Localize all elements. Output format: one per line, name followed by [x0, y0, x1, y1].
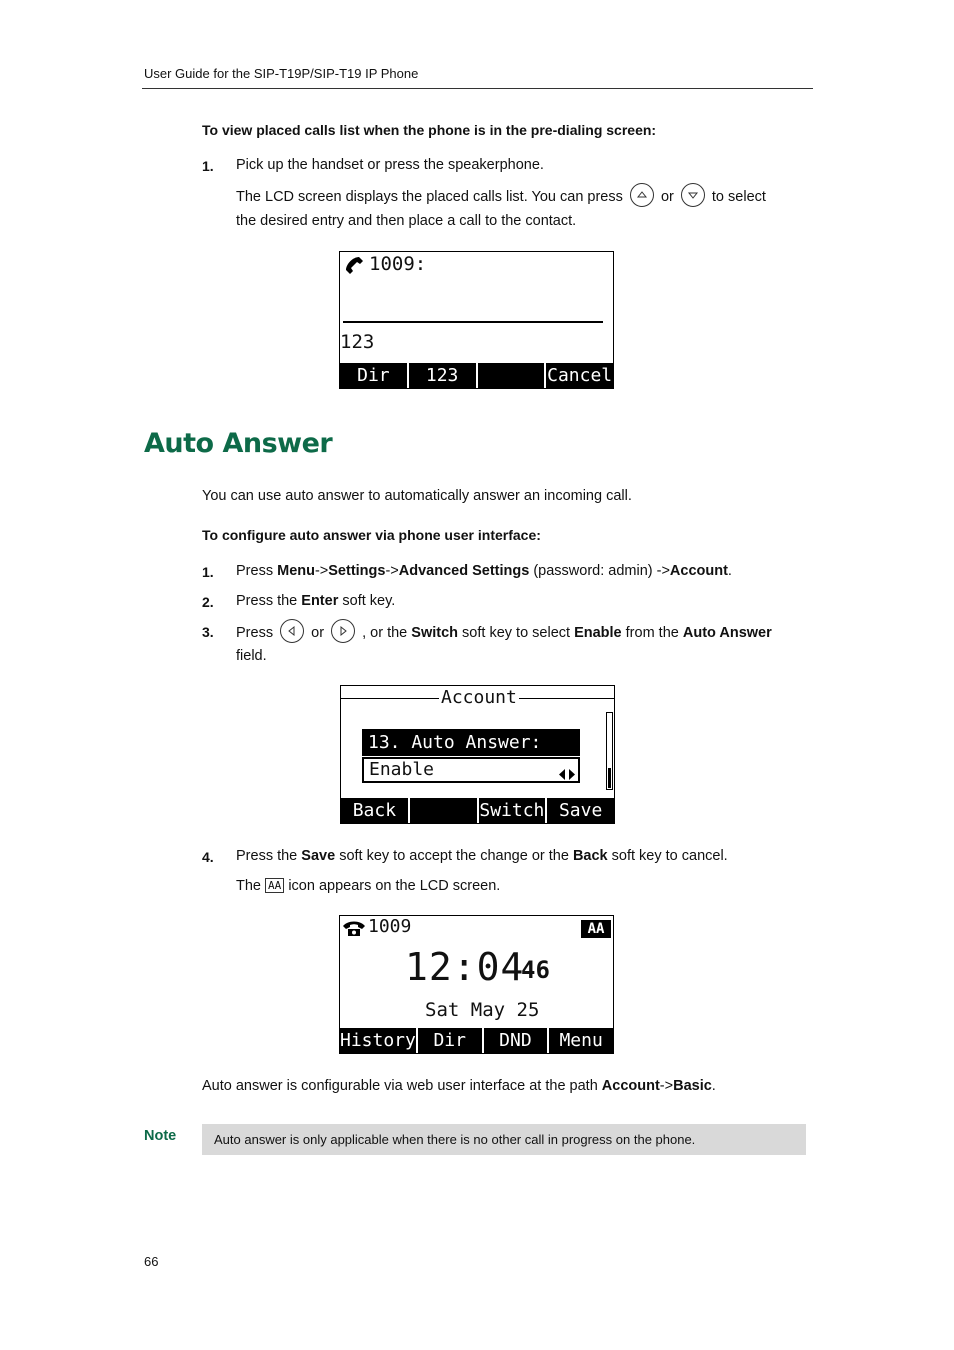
softkey-dnd[interactable]: DND: [482, 1028, 548, 1053]
text: soft key to select: [462, 624, 571, 641]
placed-calls-heading: To view placed calls list when the phone is in the pre-dialing screen:: [202, 122, 657, 138]
up-key-icon: [630, 183, 654, 207]
softkey-cancel[interactable]: Cancel: [544, 363, 613, 388]
lcd-placed-calls: [339, 251, 614, 389]
line-label: 1009:: [369, 253, 427, 275]
dialed-number: 123: [340, 331, 375, 353]
selected-item-label[interactable]: 13. Auto Answer:: [362, 729, 580, 756]
step-number: 1.: [202, 564, 214, 580]
intro-text: You can use auto answer to automatically answer an incoming call.: [202, 488, 632, 504]
web-config-text: [202, 1076, 716, 1096]
step-text: [236, 561, 732, 581]
text: Press the: [236, 848, 298, 864]
header-rule: [142, 88, 813, 89]
keyword-enter: Enter: [301, 593, 339, 609]
text: .: [727, 563, 732, 579]
keyword-basic: Basic: [673, 1078, 712, 1094]
text: ->: [659, 1078, 674, 1094]
softkey-history[interactable]: History: [340, 1030, 416, 1051]
value-field[interactable]: [362, 757, 580, 783]
softkey-empty[interactable]: [408, 798, 477, 823]
step-text: [236, 621, 772, 645]
step-number: 1.: [202, 158, 214, 174]
text: from the: [625, 624, 679, 641]
keyword-auto-answer: Auto Answer: [682, 624, 772, 641]
text: Auto answer is configurable via web user interface at the path: [202, 1078, 598, 1094]
softkey-123[interactable]: 123: [407, 363, 476, 388]
step-text-continued: field.: [236, 648, 267, 664]
text: soft key to cancel.: [611, 848, 728, 864]
keyword-account: Account: [601, 1078, 660, 1094]
or-text: or: [311, 624, 325, 641]
step-detail-continued: the desired entry and then place a call to the contact.: [236, 213, 577, 229]
keyword-advanced-settings: Advanced Settings: [398, 563, 530, 579]
softkey-bar: [341, 798, 614, 823]
step-detail: [236, 876, 500, 896]
text: Press the: [236, 593, 298, 609]
step-text: [236, 591, 395, 611]
line-number: 1009: [368, 916, 412, 937]
text: ->: [385, 563, 399, 579]
auto-answer-badge: AA: [581, 920, 611, 938]
page-number: 66: [144, 1254, 159, 1269]
text: (password: admin) ->: [533, 563, 670, 579]
lcd-account-settings: [340, 685, 615, 824]
clock-time: 12:04: [405, 945, 525, 989]
keyword-save: Save: [301, 848, 336, 864]
scrollbar-thumb[interactable]: [608, 768, 611, 788]
step-text: [236, 846, 728, 866]
left-key-icon: [280, 619, 304, 643]
keyword-back: Back: [572, 848, 608, 864]
keyword-settings: Settings: [328, 563, 386, 579]
softkey-dir[interactable]: Dir: [416, 1028, 482, 1053]
field-value: Enable: [369, 759, 435, 780]
config-heading: To configure auto answer via phone user interface:: [202, 527, 541, 543]
text: icon appears on the LCD screen.: [288, 878, 501, 894]
step-detail: [236, 185, 766, 209]
step-detail-text: to select: [711, 188, 766, 205]
text: .: [711, 1078, 716, 1094]
scrollbar[interactable]: [606, 712, 613, 790]
handset-icon: [344, 256, 364, 280]
phone-icon: [342, 920, 366, 941]
text: Press: [236, 624, 274, 641]
softkey-empty[interactable]: [476, 363, 545, 388]
step-detail-text: The LCD screen displays the placed calls list. You can press: [236, 188, 623, 205]
keyword-switch: Switch: [411, 624, 459, 641]
down-key-icon: [681, 183, 705, 207]
softkey-back[interactable]: Back: [352, 800, 397, 821]
softkey-switch[interactable]: Switch: [477, 798, 546, 823]
lcd-idle-screen: [339, 915, 614, 1054]
input-underline: [343, 321, 603, 323]
softkey-dir[interactable]: Dir: [357, 365, 390, 386]
keyword-account: Account: [669, 563, 728, 579]
or-text: or: [660, 188, 674, 205]
step-number: 4.: [202, 849, 214, 865]
softkey-bar: [340, 363, 613, 388]
keyword-enable: Enable: [574, 624, 622, 641]
text: soft key to accept the change or the: [339, 848, 569, 864]
date: Sat May 25: [425, 999, 540, 1021]
step-text: Pick up the handset or press the speakerphone.: [236, 157, 544, 173]
note-box: Auto answer is only applicable when there is no other call in progress on the phone.: [202, 1124, 806, 1155]
step-number: 3.: [202, 624, 214, 640]
text: soft key.: [342, 593, 396, 609]
screen-title: Account: [441, 687, 517, 708]
left-right-arrows-icon: [559, 764, 575, 786]
text: Press: [236, 563, 274, 579]
step-number: 2.: [202, 594, 214, 610]
softkey-menu[interactable]: Menu: [547, 1028, 613, 1053]
text: The: [236, 878, 261, 894]
right-key-icon: [331, 619, 355, 643]
softkey-bar: [340, 1028, 613, 1053]
keyword-menu: Menu: [277, 563, 315, 579]
note-label: Note: [144, 1128, 177, 1144]
auto-answer-icon: AA: [265, 878, 284, 893]
text: ->: [314, 563, 329, 579]
running-header: User Guide for the SIP-T19P/SIP-T19 IP Phone: [144, 66, 419, 81]
clock-seconds: 46: [521, 956, 550, 984]
text: , or the: [362, 624, 408, 641]
section-title: Auto Answer: [144, 428, 333, 459]
softkey-save[interactable]: Save: [545, 798, 614, 823]
